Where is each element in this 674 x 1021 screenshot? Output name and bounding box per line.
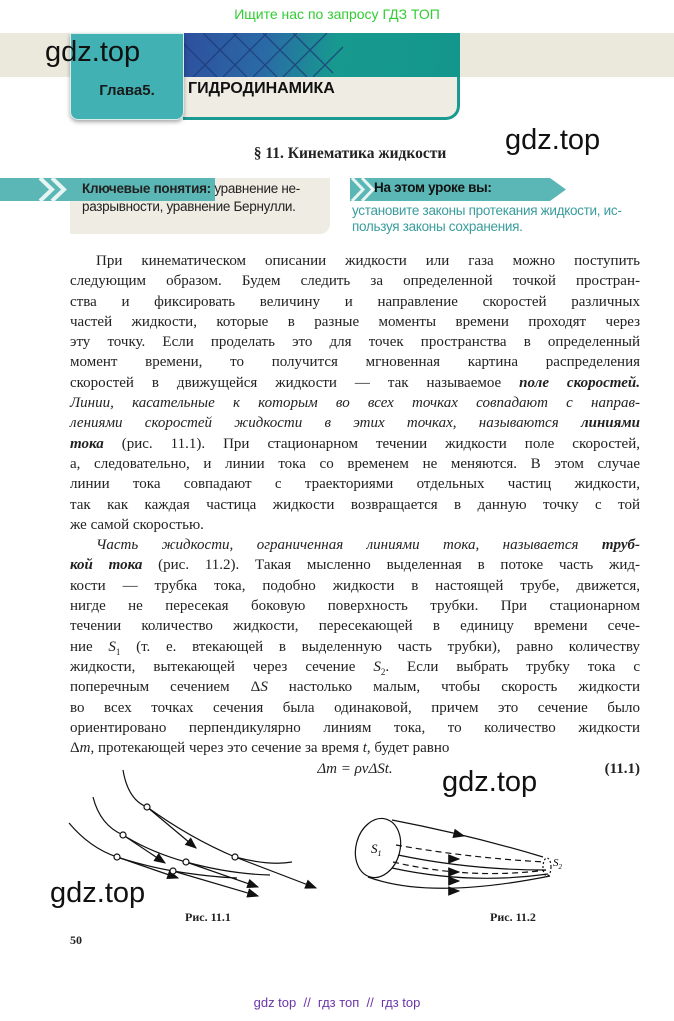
text-line [70,515,640,535]
text-segment: t [362,740,367,757]
text-line [70,271,640,291]
text-segment: (т. е. втекающей в выделенную часть трубки), равно количеству [120,638,640,655]
text-line [70,393,640,413]
text-line [70,657,640,677]
text-segment: m [79,740,91,757]
text-line [70,413,640,433]
text-segment: следующим образом. Будем следить за определенной точкой простран- [70,273,640,290]
text-line [70,434,640,454]
text-segment: скоростей в движущейся жидкости — так называемое [70,374,520,391]
text-segment: S [260,679,268,696]
definition-text: лениями скоростей жидкости в этих точках, называются [70,415,581,432]
watermark: gdz.top [442,766,538,798]
term-highlight: поле скоростей. [519,374,640,391]
text-segment: (рис. 11.1). При стационарном течении жидкости поле скоростей, [103,435,640,452]
header-decoration [183,33,460,77]
watermark: gdz.top [45,36,141,68]
text-line [70,454,640,474]
lesson-goals-text: пользуя законы сохранения. [352,219,523,234]
text-segment: (рис. 11.2). Такая мысленно выделенная в потоке часть жид- [142,557,640,574]
text-line [70,352,640,372]
lesson-goals-text: установите законы протекания жидкости, ис- [352,203,622,218]
watermark: gdz.top [50,877,146,909]
watermark: gdz.top [505,124,601,156]
text-line [70,677,640,697]
text-line [70,474,640,494]
chapter-label: Глава5. [99,82,155,99]
text-segment: же самой скоростью. [70,516,204,533]
page-number: 50 [70,933,82,947]
s1-label: $S_1$ [371,841,382,858]
key-concepts-label: Ключевые понятия: [82,181,211,196]
text-segment: Δ [70,740,80,757]
text-line [70,718,640,738]
text-segment: ние [70,638,109,655]
text-segment: частей жидкости, которые в разные моменты времени проходят через [70,313,640,330]
search-hint-banner: Ищите нас по запросу ГДЗ ТОП [234,6,440,22]
term-highlight: тока [70,435,104,452]
formula: Δm = ρvΔSt. [317,761,393,778]
definition-text: Часть жидкости, ограниченная линиями тока, называется [96,537,602,554]
text-segment: жидкости, вытекающей через сечение [70,658,374,675]
s2-label: $S_2$ [553,857,562,871]
text-segment: S [108,638,116,655]
text-segment: ства и фиксировать величину и направление скоростей различных [70,293,640,310]
text-segment: При кинематическом описании жидкости или газа можно поступить [96,253,640,269]
text-segment: ориентировано перпендикулярно линиям тока, то количество жидкости [70,719,640,736]
text-segment: 1 [115,646,121,657]
text-line [70,312,640,332]
text-line [70,738,640,758]
text-segment: , протекающей через это сечение за время [90,740,363,757]
text-segment: S [373,658,381,675]
text-line [70,698,640,718]
text-segment: эту точку. Если проделать это для точек пространства в определенный [70,334,640,351]
text-line [70,251,640,271]
text-line [70,292,640,312]
text-line [70,637,640,657]
text-line [70,495,640,515]
key-concepts-text: уравнение не- [210,181,300,196]
body-text [70,251,640,780]
diamond-grid-pattern [183,33,460,77]
term-highlight: кой тока [70,557,143,574]
text-line [70,332,640,352]
lesson-goals-label: На этом уроке вы: [374,180,492,195]
text-segment: . Если выбрать трубку тока с [385,658,640,675]
text-segment: поперечным сечением Δ [70,679,261,696]
text-segment: нигде не пересекая боковую поверхность трубки. При стационарном [70,598,640,615]
text-segment: линии тока совпадают с траекториями отдельных частиц жидкости, [70,476,640,493]
key-concepts-text: разрывности, уравнение Бернулли. [82,199,296,214]
term-highlight: труб- [601,537,640,554]
chapter-title: ГИДРОДИНАМИКА [188,80,335,97]
text-segment: , будет равно [366,740,450,757]
text-segment: а, следовательно, и линии тока со временем не меняются. В этом случае [70,455,640,472]
text-line [70,535,640,555]
text-line [70,596,640,616]
definition-text: Линии, касательные к которым во всех точках совпадают с направ- [70,395,640,412]
text-segment: 2 [380,666,386,677]
text-segment: во всех точках сечения была одинаковой, причем это сечение было [70,699,640,716]
figure-11-1-caption: Рис. 11.1 [185,910,231,924]
text-line [70,616,640,636]
text-segment: момент времени, то получится мгновенная картина распределения [70,354,640,371]
formula-number: (11.1) [604,761,640,778]
text-line [70,576,640,596]
text-segment: настолько малым, чтобы скорость жидкости [267,679,640,696]
text-segment: кости — трубка тока, подобно жидкости в настоящей трубе, движется, [70,577,640,594]
text-line [70,373,640,393]
text-segment: так как каждая частица жидкости возвращается в данную точку с той [70,496,640,513]
footer-links: gdz top // гдз топ // гдз top [253,995,421,1010]
figure-11-2-caption: Рис. 11.2 [490,910,536,924]
section-title: § 11. Кинематика жидкости [253,145,447,162]
term-highlight: линиями [580,415,640,432]
text-line [70,555,640,575]
text-segment: течении количество жидкости, пересекающей в единицу времени сече- [70,618,640,635]
